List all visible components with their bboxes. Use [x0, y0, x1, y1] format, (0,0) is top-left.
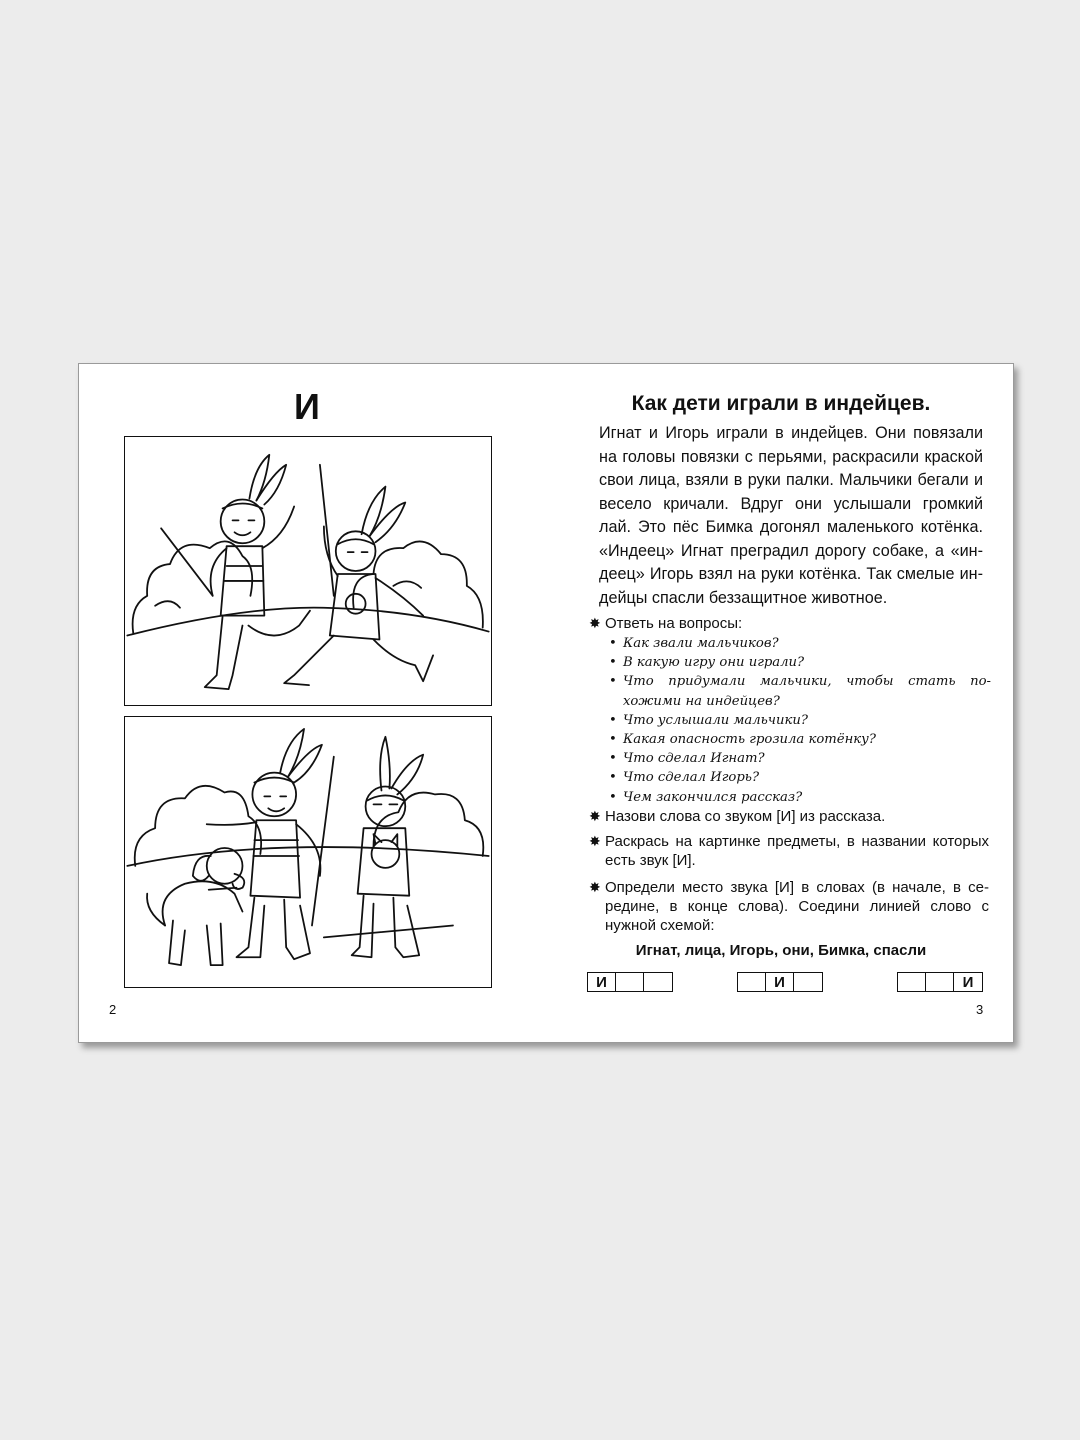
scheme-cell: И: [588, 973, 616, 991]
task-text: Определи место звука [И] в словах (в начале, в середине, в конце слова). Соедини линией слово с нужной схемой:: [605, 879, 989, 934]
right-page: [547, 364, 1015, 1042]
sound-scheme-middle: [737, 972, 823, 992]
task-text: Раскрась на картинке предметы, в названии которых есть звук [И].: [605, 833, 989, 869]
task-name-words: [589, 807, 989, 826]
question-item: • Что сделал Игнат?: [609, 749, 991, 768]
page-number-right: 3: [976, 1002, 984, 1017]
question-item: • Как звали мальчиков?: [609, 634, 991, 653]
star-icon: ✸: [589, 808, 601, 824]
page-number-left: 2: [109, 1002, 117, 1017]
task-sound-position: [589, 878, 989, 935]
letter-heading: И: [294, 386, 321, 427]
question-item: • Что придумали мальчики, чтобы стать похожими на индейцев?: [609, 674, 991, 709]
boys-playing-indians-drawing: [125, 437, 491, 705]
illustration-bottom: [124, 716, 492, 988]
sound-scheme-start: [587, 972, 673, 992]
task-color-objects: [589, 832, 989, 870]
question-item: • В какую игру они играли?: [609, 653, 991, 672]
star-icon: ✸: [589, 615, 601, 631]
illustration-top: [124, 436, 492, 706]
bullet-icon: •: [609, 751, 617, 767]
scheme-cell: [644, 973, 672, 991]
question-item: • Что сделал Игорь?: [609, 768, 991, 787]
left-page: [79, 364, 547, 1042]
task-answer-questions: [589, 614, 989, 633]
question-item: • Какая опасность грозила котёнку?: [609, 730, 991, 749]
bullet-icon: •: [609, 712, 617, 728]
bullet-icon: •: [609, 789, 617, 805]
story-text: Игнат и Игорь играли в индейцев. Они повязали на головы повязки с перьями, раскрасили краской свои лица, взяли в руки палки. Мальчики бегали и весело кричали. Вдруг они услышали громкий лай. Это пёс Бимка догонял маленького котёнка. «Индеец» Игнат преградил дорогу собаке, а «индеец» Игорь взял на руки котёнка. Так смелые индейцы спасли беззащитное животное.: [599, 424, 983, 607]
task-text: Назови слова со звуком [И] из рассказа.: [605, 808, 886, 825]
scheme-cell: [898, 973, 926, 991]
scheme-cell: [616, 973, 644, 991]
scheme-cell: [926, 973, 954, 991]
bullet-icon: •: [609, 636, 617, 651]
star-icon: ✸: [589, 833, 601, 849]
bullet-icon: •: [609, 674, 617, 690]
task-text: Ответь на вопросы:: [605, 615, 743, 632]
star-icon: ✸: [589, 879, 601, 895]
words-list: Игнат, лица, Игорь, они, Бимка, спасли: [635, 942, 927, 959]
scheme-cell: [738, 973, 766, 991]
question-item: • Чем закончился рассказ?: [609, 788, 991, 807]
sound-scheme-end: [897, 972, 983, 992]
scheme-cell: [794, 973, 822, 991]
book-spread: [78, 363, 1014, 1043]
story-title: Как дети играли в индейцев.: [631, 392, 931, 415]
bullet-icon: •: [609, 770, 617, 786]
question-list: [609, 634, 991, 807]
bullet-icon: •: [609, 655, 617, 671]
scheme-cell: И: [766, 973, 794, 991]
question-item: • Что услышали мальчики?: [609, 711, 991, 730]
boys-rescuing-kitten-drawing: [125, 717, 491, 987]
scheme-cell: И: [962, 973, 974, 991]
bullet-icon: •: [609, 732, 617, 748]
